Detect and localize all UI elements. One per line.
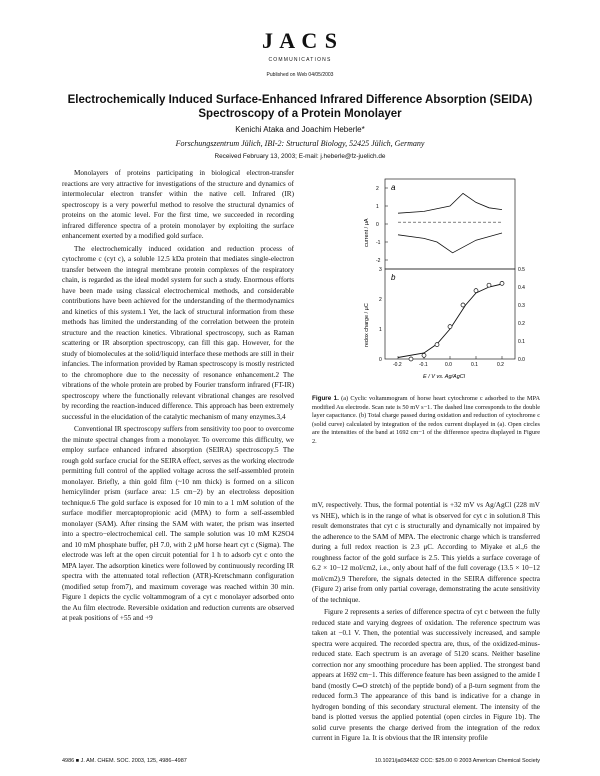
body-left-column — [62, 168, 294, 624]
x-tick-label: 0.2 — [497, 362, 504, 368]
article-authors: Kenichi Ataka and Joachim Heberle* — [235, 125, 365, 134]
published-on-web: Published on Web 04/05/2003 — [266, 72, 334, 78]
y-tick-label: 0 — [376, 222, 379, 228]
y-tick-label: 1 — [376, 204, 379, 210]
data-point — [474, 289, 478, 293]
body-right-column — [312, 500, 540, 744]
data-point — [422, 353, 426, 357]
series-line — [398, 284, 502, 358]
series-line — [398, 193, 502, 213]
paragraph: mV, respectively. Thus, the formal potential is +32 mV vs Ag/AgCl (228 mV vs NHE), which is in the range of what is observed for cyt c in solution.8 This result demonstrates that cyt c is structurally and dynamically not impaired by the adherence to the SAM of MPA. The electronic charge which is transferred during a full redox reaction is 2.3 μC. According to Miyake et al.,6 the roughness factor of the gold surface is 2.5. This yields a surface coverage of 6.2 × 10−12 mol/cm2, i.e., only about half of the full coverage (13.5 × 10−12 mol/cm2).9 Therefore, the signals detected in the SEIRA difference spectra (Figure 2) arise from only partial coverage, demonstrating the acute sensitivity of the technique. — [312, 501, 540, 604]
data-curves — [398, 193, 504, 361]
journal-logo — [0, 28, 600, 63]
y2-tick-label: 0.3 — [518, 303, 525, 309]
x-tick-label: 0.0 — [445, 362, 452, 368]
figure-caption-text: (a) Cyclic voltammogram of horse heart cytochrome c adsorbed to the MPA modified Au electrode. Scan rate is 50 mV s−1. The dashed line corresponds to the double layer capacitance. (b) Total charge passed during oxidation and reduction of cytochrome c (solid curve) calculated by integration of the redox current displayed in (a). Open circles are the intensities of the band at 1692 cm−1 of the difference spectra displayed in Figure 2. — [312, 395, 540, 445]
panel-a-label: a — [391, 183, 396, 192]
panel-b-frame — [385, 269, 515, 359]
panel-a-frame — [385, 179, 515, 269]
x-axis-label: E / V vs. Ag/AgCl — [423, 374, 465, 380]
y2-tick-label: 0.1 — [518, 339, 525, 345]
panel-a-ylabel: current / μA — [364, 218, 370, 247]
y2-tick-label: 0.5 — [518, 267, 525, 273]
x-tick-label: -0.2 — [393, 362, 402, 368]
data-point — [487, 283, 491, 287]
panel-b-ylabel: redox charge / μC — [364, 303, 370, 347]
paragraph: Conventional IR spectroscopy suffers from sensitivity too poor to overcome the minute spectral changes from a monolayer. To overcome this difficulty, we employ surface enhanced infrared absorption (SEIRA) spectroscopy.5 The rough gold surface crucial for the SEIRA effect, serves as the working electrode permitting full control of the applied voltage across the self-assembled protein monolayer. Briefly, a thin gold film (~10 nm thick) is formed on a silicon hemicylinder prism (surface area: 1.5 cm−2) by an electroless deposition technique.6 The gold surface is exposed for 10 min to a 1 mM solution of the surface modifier mercaptopropionic acid (MPA) to form a self-assembled monolayer (SAM). After rinsing the SAM with water, the prism was inserted into a spectro−electrochemical cell. The sample solution was 10 mM K2SO4 and 10 mM phosphate buffer, pH 7.0, with 2 μM horse heart cyt c (Sigma). The electrode was left at the open circuit potential for 1 h to adsorb cyt c onto the MPA layer. The adsorption kinetics were followed by continuously recording IR spectra with the attenuated total reflection (ATR)-Kretschmann configuration (modified setup from7), and maximum coverage was reached within 30 min. Figure 1 depicts the cyclic voltammogram of a cyt c monolayer adsorbed onto the Au film electrode. Reversible oxidation and reduction currents are observed at peak positions of +55 and +9 — [62, 425, 294, 622]
y-tick-label: 1 — [379, 327, 382, 333]
panel-b-label: b — [391, 273, 396, 282]
footer-doi: 10.1021/ja034632 CCC: $25.00 © 2003 American Chemical Society — [374, 758, 540, 764]
data-point — [409, 357, 413, 361]
y-tick-label: 2 — [376, 186, 379, 192]
y2-tick-label: 0.0 — [518, 357, 525, 363]
paragraph: Figure 2 represents a series of difference spectra of cyt c between the fully reduced state and varying degrees of oxidation. The reference spectrum was taken at −0.1 V. Then, the potential was successively increased, and sample spectra were acquired. The recorded spectra are, thus, of the oxidized-minus-reduced state. Each spectrum is an average of 5120 scans. Neither baseline correction nor any smoothing procedure has been applied. The strongest band appears at 1692 cm−1. This difference feature has been assigned to the amide I band (mostly C═O stretch) of the peptide bond) of a β-turn segment from the reduced form.3 The appearance of this band is indicative for a change in hydrogen bonding of this secondary structural element. The intensity of the band is plotted versus the applied potential (open circles in Figure 1b). The solid curve presents the charge derived from the integration of the redox current in Figure 1a. It is obvious that the IR intensity profile — [312, 608, 540, 742]
x-tick-label: -0.1 — [419, 362, 428, 368]
figure-caption — [312, 395, 540, 447]
article-title: Electrochemically Induced Surface-Enhanced Infrared Difference Absorption (SEIDA) Spectroscopy of a Protein Monolayer — [67, 94, 533, 120]
paragraph: Monolayers of proteins participating in biological electron-transfer reactions are very attractive for investigations of the structure and dynamics of intermolecular electron transfer within the native cell. Infrared (IR) spectroscopy is a very powerful method to resolve the structural dynamics of proteins on the atomic level. For the first time, we succeeded in recording infrared difference spectra of a protein monolayer by exploiting the surface enhancement exerted by a modified gold surface. — [62, 169, 294, 240]
footer-citation: 4986 ■ J. AM. CHEM. SOC. 2003, 125, 4986−4987 — [62, 758, 187, 764]
data-point — [435, 343, 439, 347]
y2-tick-label: 0.2 — [518, 321, 525, 327]
y-tick-label: -2 — [376, 258, 381, 264]
figure-caption-label: Figure 1. — [312, 395, 339, 402]
y-tick-label: 3 — [379, 267, 382, 273]
figure-1 — [355, 177, 545, 389]
y-tick-label: 2 — [379, 297, 382, 303]
y2-tick-label: 0.4 — [518, 285, 525, 291]
series-line — [398, 233, 502, 253]
journal-logo-mark: J A C S — [261, 28, 339, 53]
paragraph: The electrochemically induced oxidation and reduction process of cytochrome c (cyt c), a soluble 12.5 kDa protein that mediates single-electron transfer between the integral membrane protein complexes of the respiratory chain, is regarded as the ideal model system for such a study. Enormous efforts have been made using classical electrochemical methods, and considerable contributions have been achieved for the understanding of the thermodynamics and kinetics of this system.1 Yet, the lack of structural information from these methods has limited the understanding of the correlation between the protein structure and the reaction kinetics. Vibrational spectroscopy, such as Raman scattering or IR absorption spectroscopy, can fill this gap. However, for the study of biomolecules at the solid/liquid interface these methods are still in their infancies. The information provided by Raman spectroscopy is mostly restricted to the chromophore due to the necessity of resonance enhancement.2 The vibrations of the whole protein are probed by Fourier transform infrared (FT-IR) spectroscopy where the functionally relevant vibrational changes are resolved by recording the reaction-induced difference. This approach has been extremely successful in the elucidation of the catalytic mechanism of many enzymes.3,4 — [62, 244, 294, 421]
journal-logo-subtitle: COMMUNICATIONS — [268, 57, 332, 63]
data-point — [461, 303, 465, 307]
y-tick-label: 0 — [379, 357, 382, 363]
y-tick-label: -1 — [376, 240, 381, 246]
data-point — [500, 281, 504, 285]
article-affiliation: Forschungszentrum Jülich, IBI-2: Structural Biology, 52425 Jülich, Germany — [175, 139, 425, 148]
data-point — [448, 325, 452, 329]
article-received: Received February 13, 2003; E-mail: j.heberle@fz-juelich.de — [214, 153, 386, 160]
x-tick-label: 0.1 — [471, 362, 478, 368]
